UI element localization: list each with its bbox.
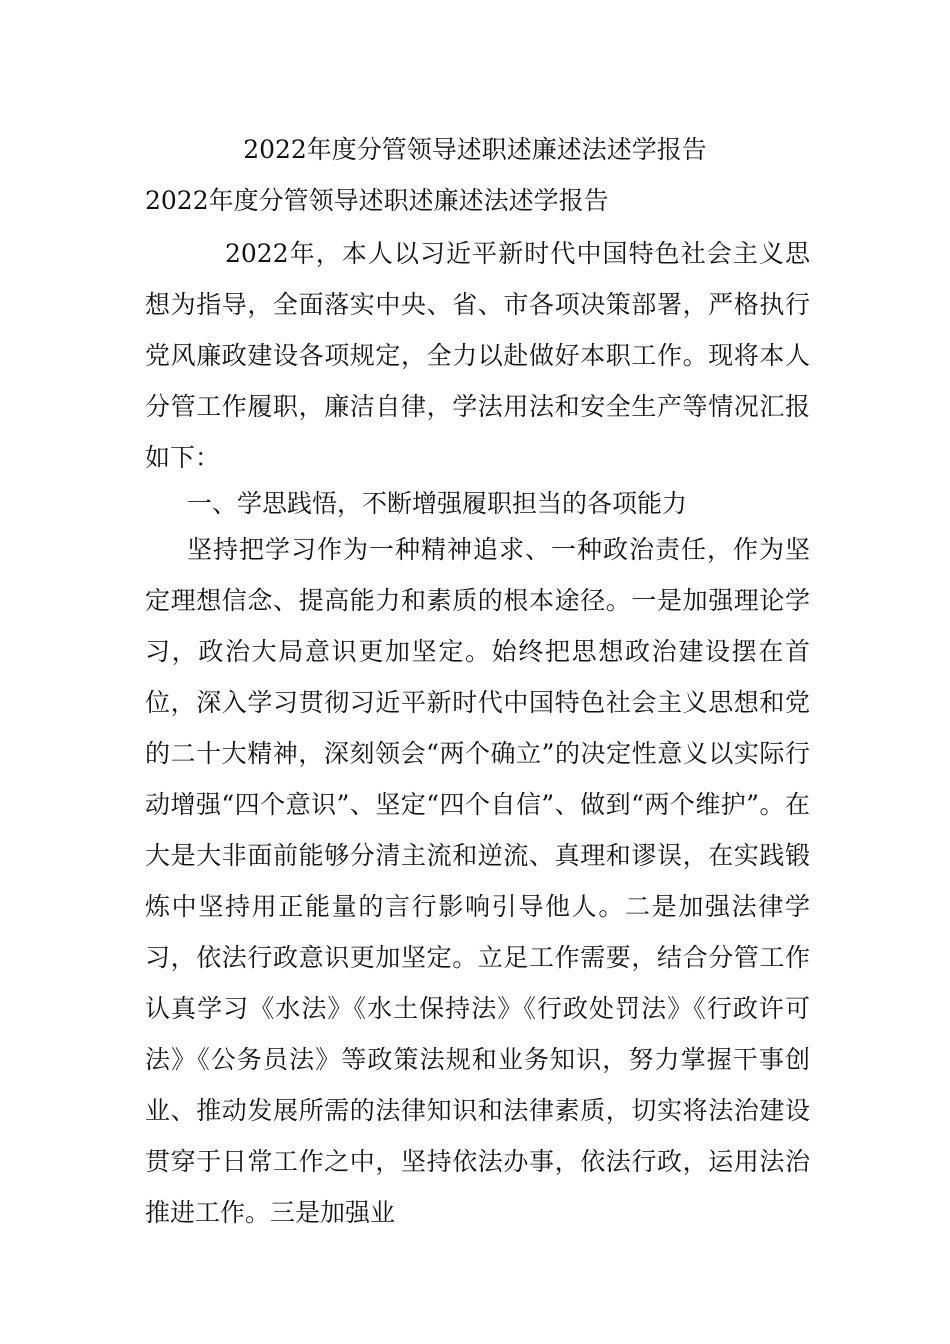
- intro-paragraph: 2022年，本人以习近平新时代中国特色社会主义思想为指导，全面落实中央、省、市各项决策部署，严格执行党风廉政建设各项规定，全力以赴做好本职工作。现将本人分管工作履职，廉洁自律，学法用法和安全生产等情况汇报如下：: [145, 239, 810, 472]
- section-heading: 一、学思践悟，不断增强履职担当的各项能力: [187, 489, 688, 518]
- section-paragraph: 坚持把学习作为一种精神追求、一种政治责任，作为坚定理想信念、提高能力和素质的根本途径。一是加强理论学习，政治大局意识更加坚定。始终把思想政治建设摆在首位，深入学习贯彻习近平新时代中国特色社会主义思想和党的二十大精神，深刻领会“两个确立”的决定性意义以实际行动增强“四个意识”、坚定“四个自信”、做到“两个维护”。在大是大非面前能够分清主流和逆流、真理和谬误，在实践锻炼中坚持用正能量的言行影响引导他人。二是加强法律学习，依法行政意识更加坚定。立足工作需要，结合分管工作认真学习《水法》《水土保持法》《行政处罚法》《行政许可法》《公务员法》等政策法规和业务知识，努力掌握干事创业、推动发展所需的法律知识和法律素质，切实将法治建设贯穿于日常工作之中，坚持依法办事，依法行政，运用法治推进工作。三是加强业: [145, 535, 810, 1227]
- document-subtitle: 2022年度分管领导述职述廉述法述学报告: [145, 186, 609, 215]
- document-title: 2022年度分管领导述职述廉述法述学报告: [243, 135, 707, 164]
